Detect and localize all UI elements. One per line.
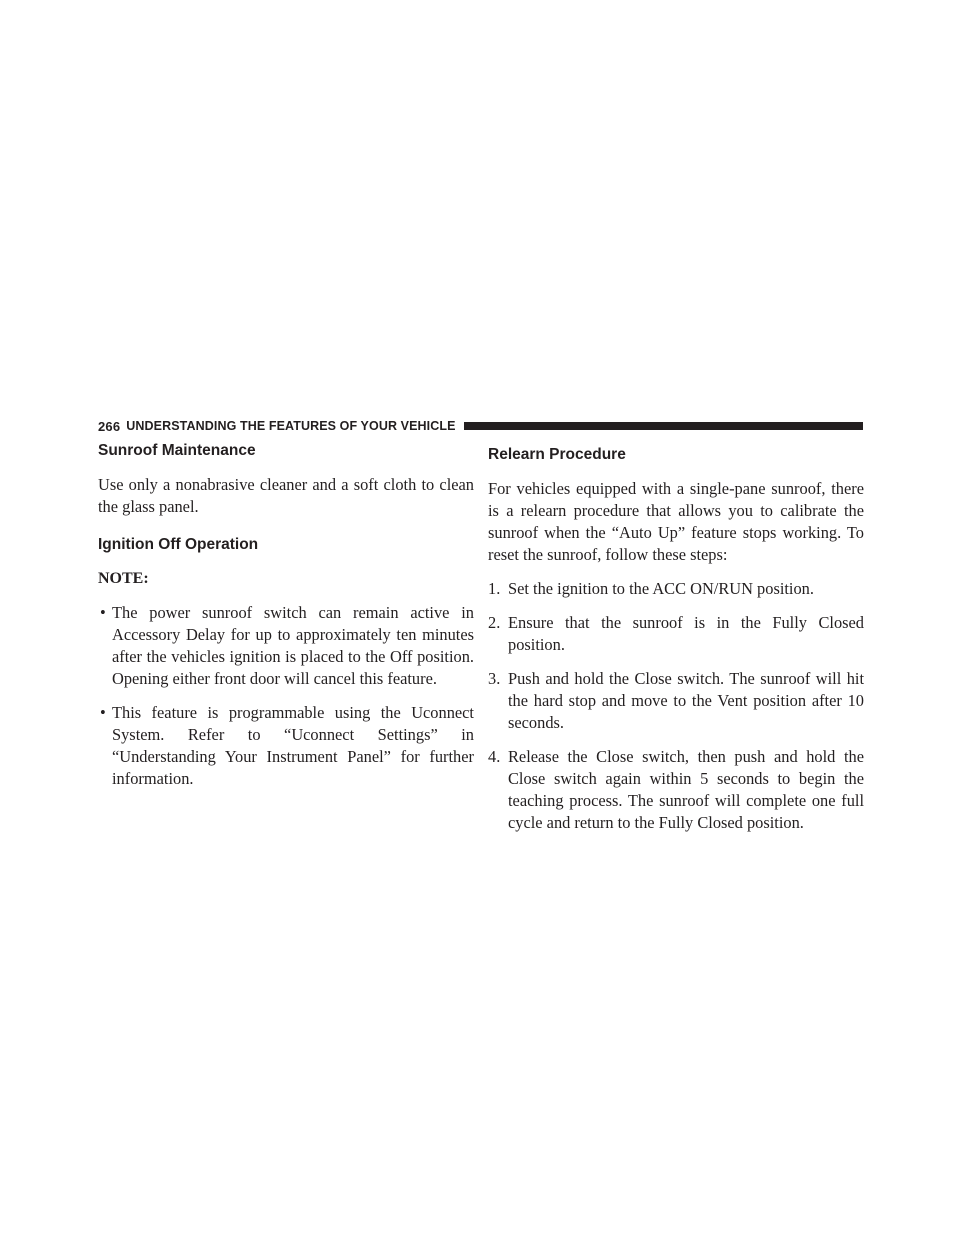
page-header — [98, 418, 863, 434]
bullet-icon: • — [100, 703, 106, 722]
relearn-intro: For vehicles equipped with a single-pane sunroof, there is a relearn procedure that allows you to calibrate the sunroof when the “Auto Up” feature stops working. To reset the sunroof, follow these steps: — [488, 479, 864, 564]
running-head: UNDERSTANDING THE FEATURES OF YOUR VEHICLE — [126, 419, 456, 433]
step-number: 3. — [488, 669, 501, 688]
header-rule — [464, 422, 863, 430]
step-item — [488, 746, 864, 834]
step-text: Set the ignition to the ACC ON/RUN position. — [508, 579, 814, 598]
sunroof-maintenance-body: Use only a nonabrasive cleaner and a soft cloth to clean the glass panel. — [98, 475, 474, 516]
list-item — [98, 702, 474, 790]
list-item — [98, 602, 474, 690]
step-text: Release the Close switch, then push and hold the Close switch again within 5 seconds to begin the teaching process. The sunroof will complete one full cycle and return to the Fully Closed position. — [508, 747, 864, 832]
right-column — [488, 440, 864, 846]
section-title-sunroof-maintenance: Sunroof Maintenance — [98, 442, 256, 459]
bullet-icon: • — [100, 603, 106, 622]
bullet-text: This feature is programmable using the Uconnect System. Refer to “Uconnect Settings” in “Understanding Your Instrument Panel” for further information. — [112, 703, 474, 788]
step-text: Ensure that the sunroof is in the Fully Closed position. — [508, 613, 864, 654]
step-item — [488, 578, 864, 600]
page-number: 266 — [98, 418, 121, 434]
step-item — [488, 668, 864, 734]
step-text: Push and hold the Close switch. The sunroof will hit the hard stop and move to the Vent position after 10 seconds. — [508, 669, 864, 732]
section-title-relearn: Relearn Procedure — [488, 446, 626, 463]
left-column — [98, 440, 474, 802]
section-title-ignition-off: Ignition Off Operation — [98, 536, 259, 553]
note-label: NOTE: — [98, 570, 149, 587]
step-item — [488, 612, 864, 656]
step-number: 2. — [488, 613, 501, 632]
step-number: 4. — [488, 747, 501, 766]
bullet-text: The power sunroof switch can remain active in Accessory Delay for up to approximately ten minutes after the vehicles ignition is placed to the Off position. Opening either front door will cancel this feature. — [112, 603, 474, 688]
step-number: 1. — [488, 579, 501, 598]
